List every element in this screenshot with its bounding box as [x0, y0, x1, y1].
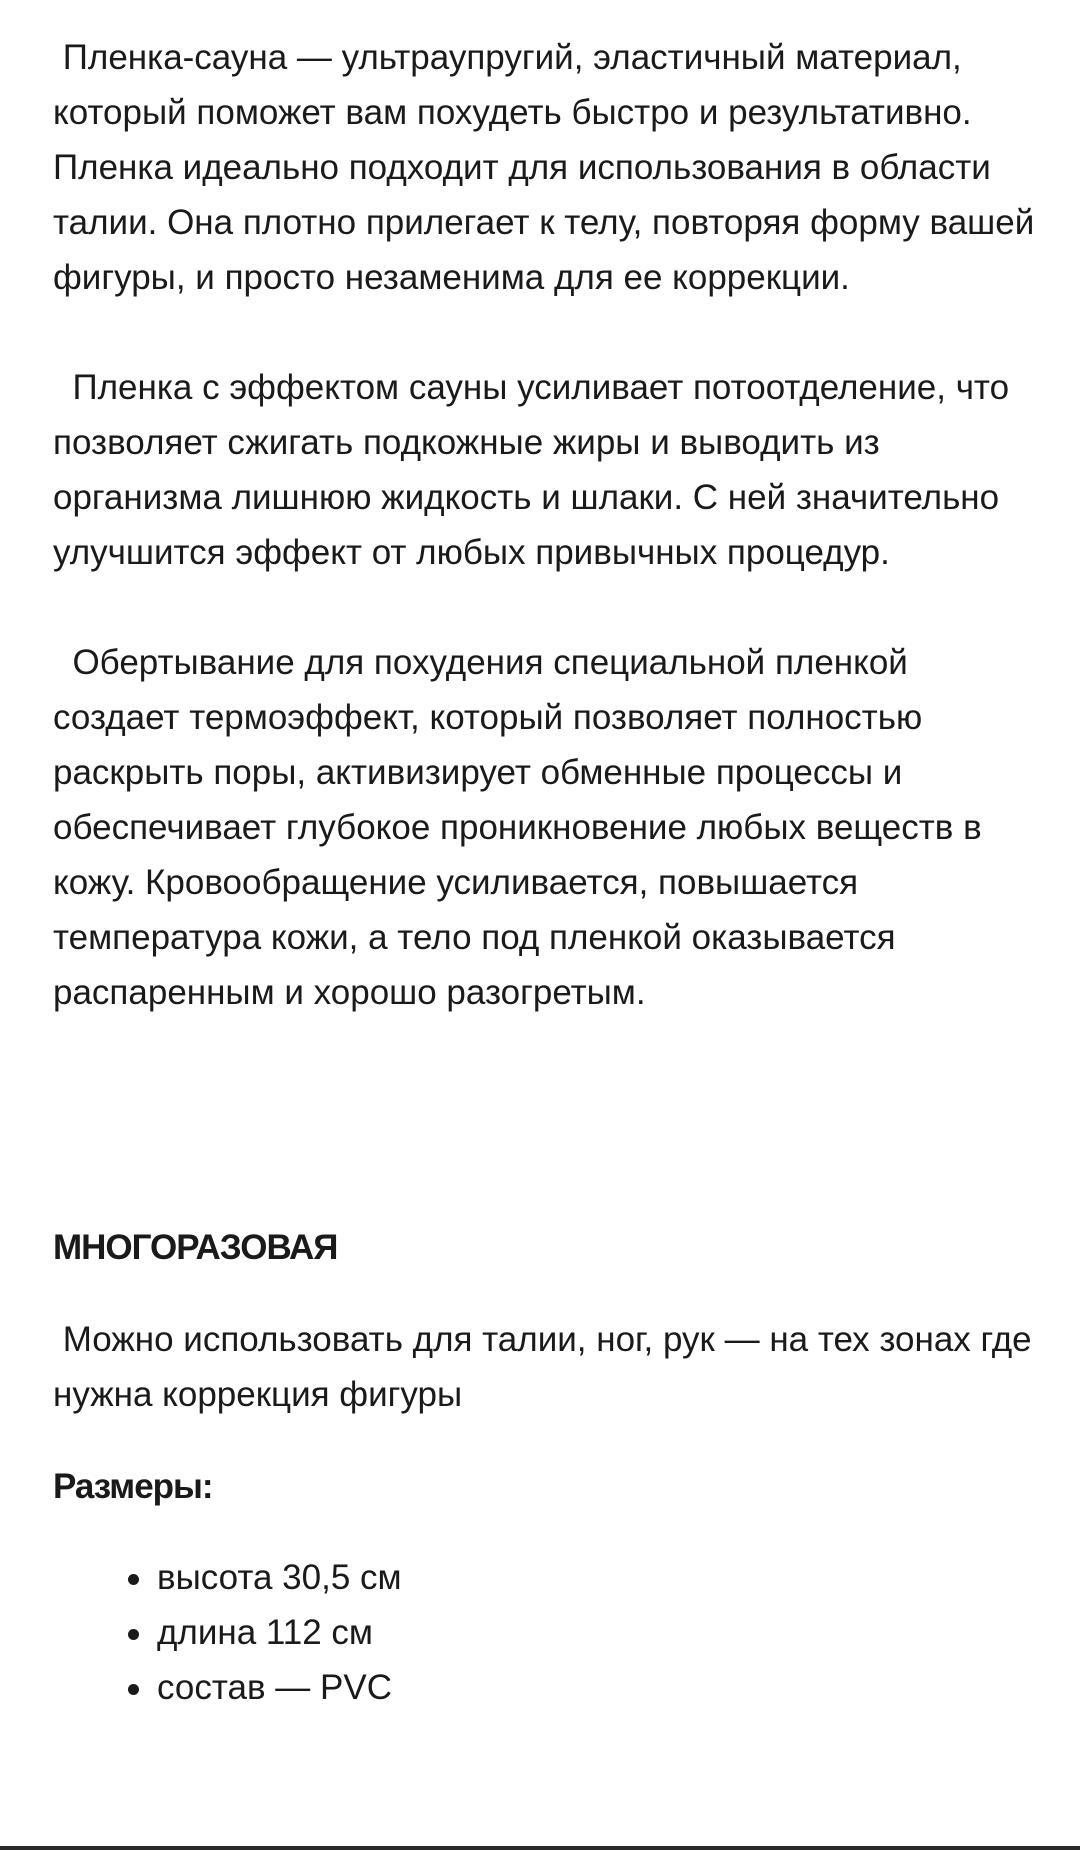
list-item: [157, 1550, 1038, 1605]
size-height: высота 30,5 см: [157, 1558, 402, 1597]
reusable-heading: МНОГОРАЗОВАЯ: [53, 1228, 338, 1267]
size-length: длина 112 см: [157, 1613, 373, 1652]
uses-paragraph: Можно использовать для талии, ног, рук — на тех зонах где нужна коррекция фигуры: [53, 1320, 1042, 1414]
intro-paragraph: Пленка-сауна — ультраупругий, эластичный материал, который поможет вам похудеть быстро и результативно. Пленка идеально подходит для использования в области талии. Она плотно прилегает к телу, повторяя форму вашей фигуры, и просто незаменима для ее коррекции.: [53, 38, 1044, 297]
sizes-list: [53, 1550, 1038, 1715]
list-item: [157, 1605, 1038, 1660]
bullet-icon: [128, 1574, 139, 1585]
size-material: состав — PVC: [157, 1668, 392, 1707]
sizes-heading: Размеры:: [53, 1467, 213, 1506]
list-item: [157, 1660, 1038, 1715]
bottom-divider: [0, 1846, 1080, 1850]
wrapping-paragraph: Обертывание для похудения специальной пленкой создает термоэффект, который позволяет полностью раскрыть поры, активизирует обменные процессы и обеспечивает глубокое проникновение любых веществ в кожу. Кровообращение усиливается, повышается температура кожи, а тело под пленкой оказывается распаренным и хорошо разогретым.: [53, 643, 992, 1012]
bullet-icon: [128, 1684, 139, 1695]
bullet-icon: [128, 1629, 139, 1640]
sauna-effect-paragraph: Пленка с эффектом сауны усиливает потоотделение, что позволяет сжигать подкожные жиры и выводить из организма лишнюю жидкость и шлаки. С ней значительно улучшится эффект от любых привычных процедур.: [53, 368, 1019, 572]
article-content: [53, 30, 1044, 1715]
